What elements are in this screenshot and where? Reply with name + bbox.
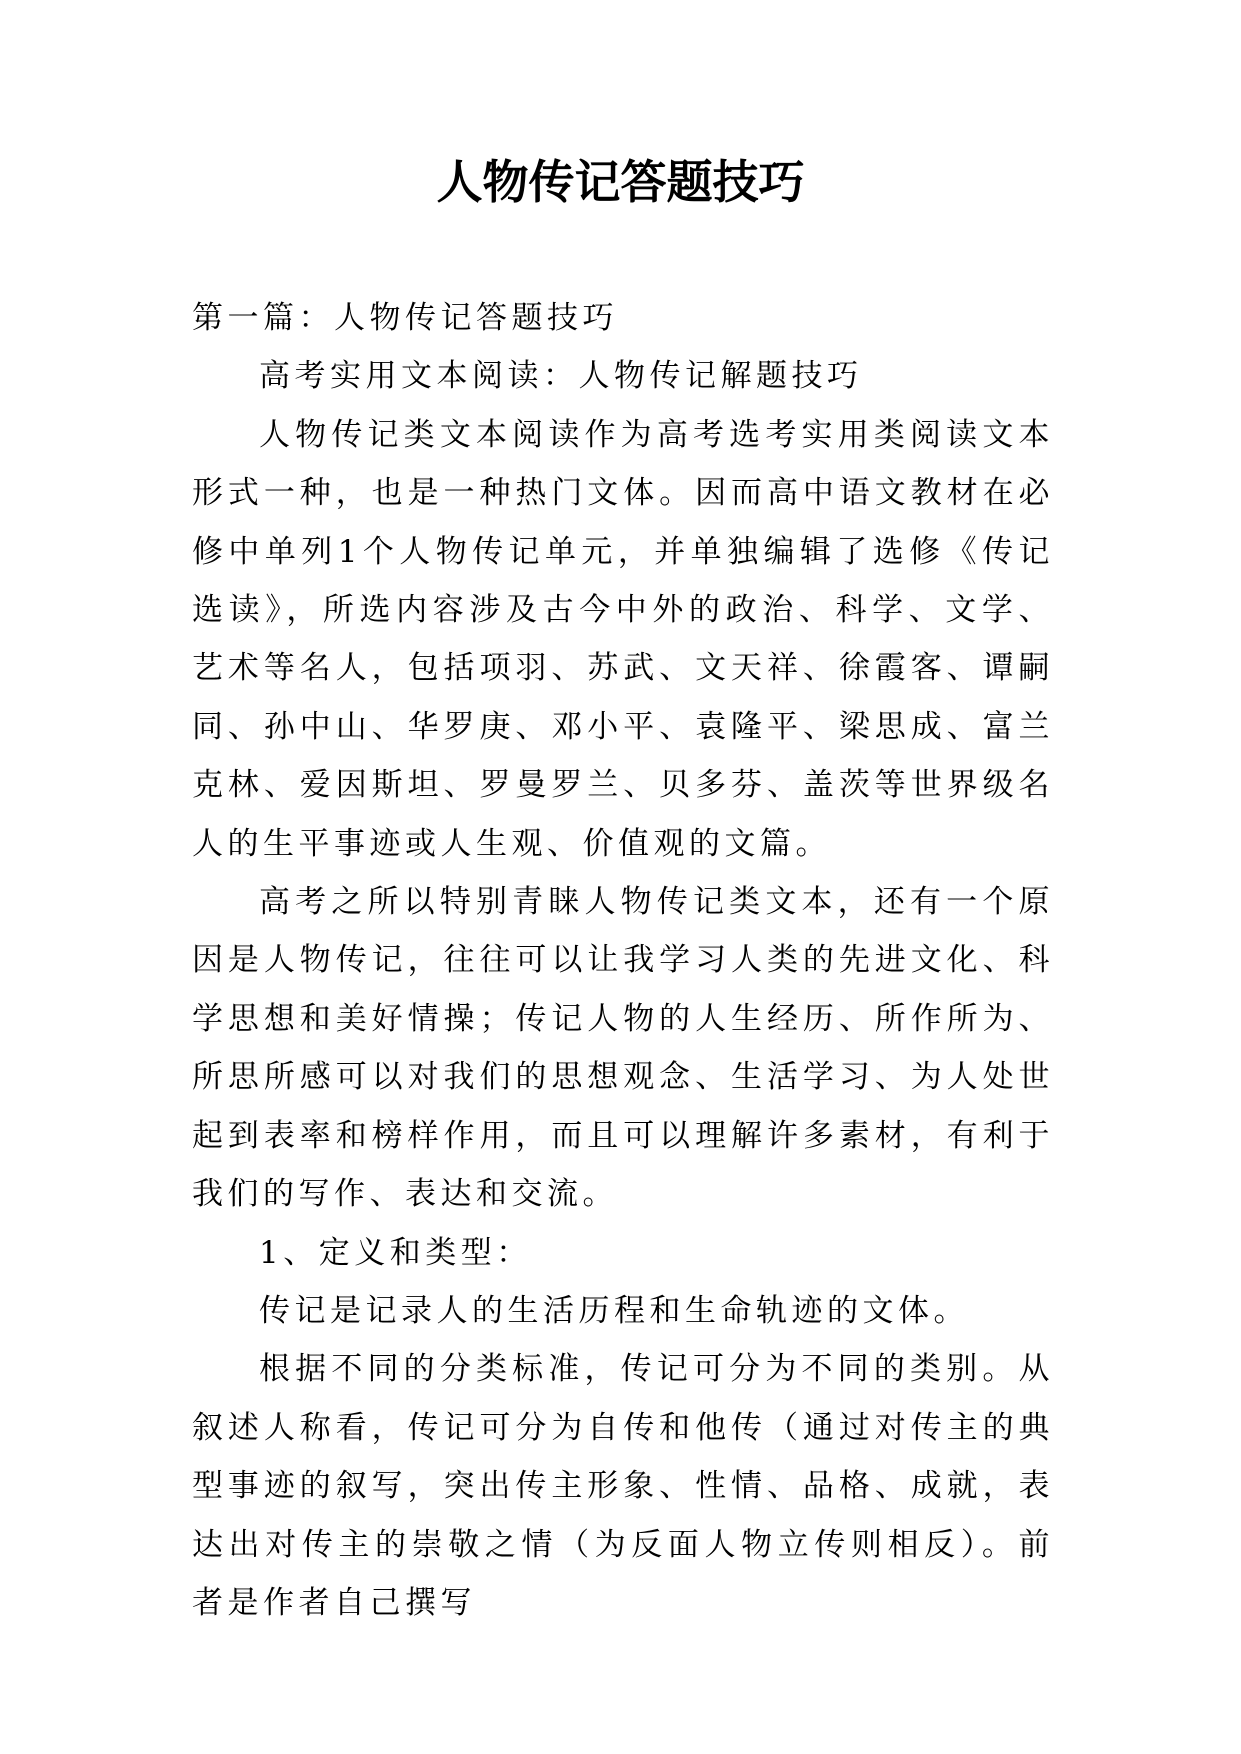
body-paragraph: 根据不同的分类标准，传记可分为不同的类别。从叙述人称看，传记可分为自传和他传（通过对传主的典型事迹的叙写，突出传主形象、性情、品格、成就，表达出对传主的崇敬之情（为反面人物立传则相反）。前者是作者自己撰写 (192, 1351, 1054, 1621)
subtitle-paragraph: 高考实用文本阅读：人物传记解题技巧 (259, 358, 863, 395)
list-heading: 1、定义和类型： (259, 1234, 532, 1271)
document-body (192, 289, 1054, 1632)
section-heading: 第一篇：人物传记答题技巧 (192, 300, 618, 336)
document-title: 人物传记答题技巧 (436, 155, 805, 209)
body-paragraph: 人物传记类文本阅读作为高考选考实用类阅读文本形式一种，也是一种热门文体。因而高中语文教材在必修中单列1个人物传记单元，并单独编辑了选修《传记选读》，所选内容涉及古今中外的政治、科学、文学、艺术等名人，包括项羽、苏武、文天祥、徐霞客、谭嗣同、孙中山、华罗庚、邓小平、袁隆平、梁思成、富兰克林、爱因斯坦、罗曼罗兰、贝多芬、盖茨等世界级名人的生平事迹或人生观、价值观的文篇。 (192, 416, 1054, 862)
body-paragraph: 传记是记录人的生活历程和生命轨迹的文体。 (259, 1292, 969, 1329)
body-paragraph: 高考之所以特别青睐人物传记类文本，还有一个原因是人物传记，往往可以让我学习人类的先进文化、科学思想和美好情操；传记人物的人生经历、所作所为、所思所感可以对我们的思想观念、生活学习、为人处世起到表率和榜样作用，而且可以理解许多素材，有利于我们的写作、表达和交流。 (192, 884, 1054, 1213)
